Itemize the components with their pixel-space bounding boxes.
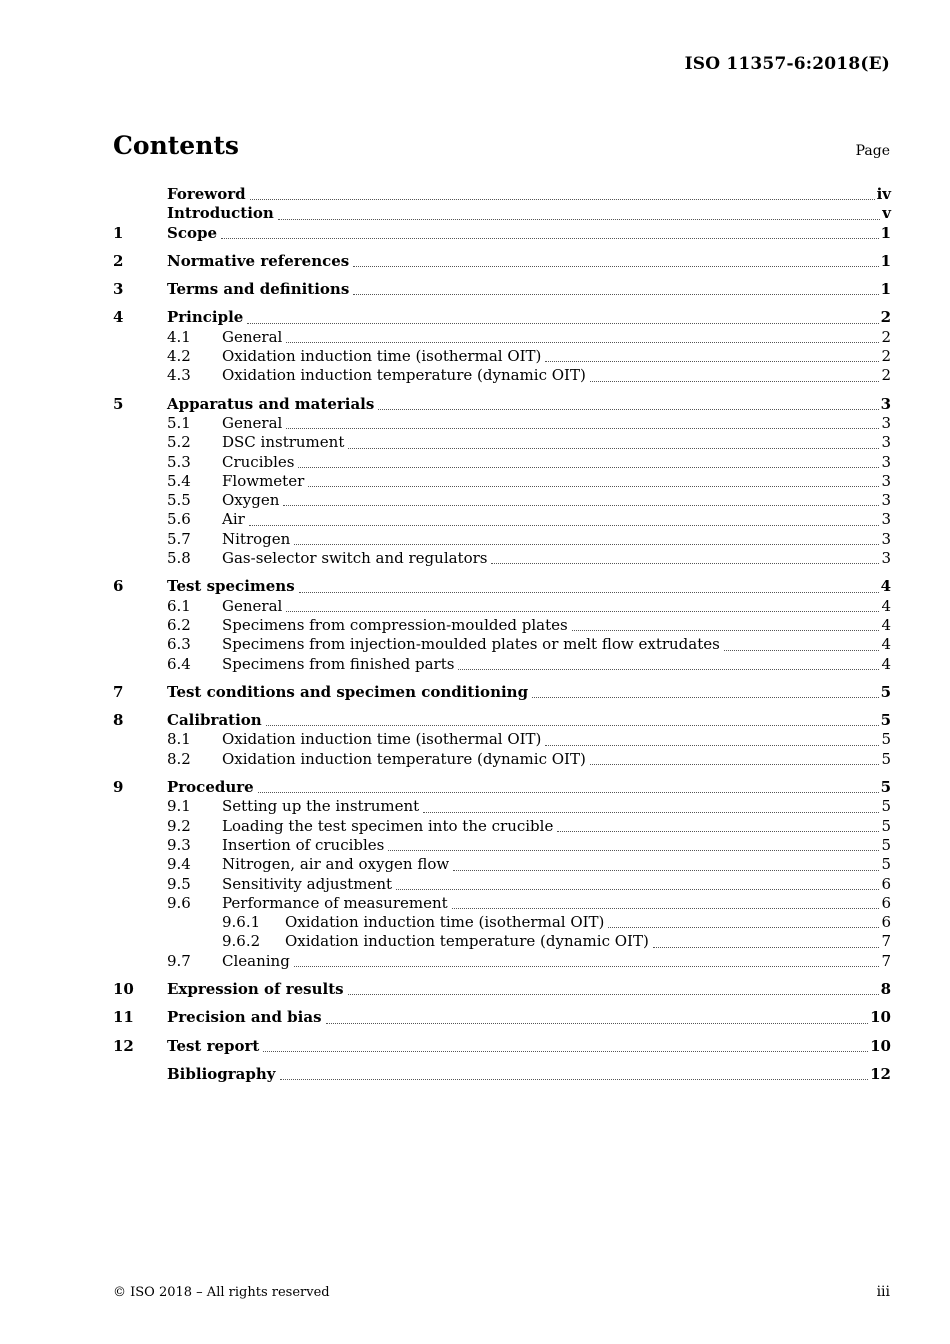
toc-entry-page: 3 xyxy=(881,529,891,548)
toc-entry-number: 9.2 xyxy=(167,816,191,835)
toc-entry-number: 9.6 xyxy=(167,893,191,912)
toc-entry-page: 3 xyxy=(880,394,891,413)
dot-leader xyxy=(545,361,879,362)
toc-entry-number: 5.8 xyxy=(167,549,191,568)
toc-entry-page: 1 xyxy=(880,223,891,242)
dot-leader xyxy=(353,266,878,267)
toc-entry-title: General xyxy=(222,596,283,615)
toc-entry-number: 4.3 xyxy=(167,366,191,385)
toc-entry-page: 2 xyxy=(880,308,891,327)
toc-entry-page: 2 xyxy=(881,347,891,366)
toc-entry-number: 4.1 xyxy=(167,327,191,346)
toc-entry-number: 11 xyxy=(113,1008,134,1027)
toc-entry-title: Sensitivity adjustment xyxy=(222,874,393,893)
toc-entry[interactable] xyxy=(113,366,891,385)
toc-entry-page: 6 xyxy=(881,893,891,912)
dot-leader xyxy=(249,525,880,526)
toc-entry-page: 5 xyxy=(880,778,891,797)
toc-entry-number: 5.2 xyxy=(167,433,191,452)
toc-entry-title: Crucibles xyxy=(222,452,295,471)
toc-entry-page: 5 xyxy=(880,682,891,701)
toc-entry-title: DSC instrument xyxy=(222,433,345,452)
dot-leader xyxy=(724,650,880,651)
toc-entry-page: 3 xyxy=(881,510,891,529)
toc-entry[interactable] xyxy=(113,1065,891,1084)
toc-entry-title: Nitrogen xyxy=(222,529,291,548)
toc-entry[interactable] xyxy=(113,817,891,836)
document-id: ISO 11357-6:2018(E) xyxy=(684,54,890,74)
toc-entry-title: Introduction xyxy=(167,204,274,223)
table-of-contents xyxy=(113,185,891,1084)
dot-leader xyxy=(452,908,880,909)
toc-entry[interactable] xyxy=(113,510,891,529)
toc-entry-page: 2 xyxy=(881,366,891,385)
dot-leader xyxy=(378,409,878,410)
toc-entry-title: Normative references xyxy=(167,251,350,270)
dot-leader xyxy=(326,1023,869,1024)
toc-entry-page: 6 xyxy=(881,874,891,893)
dot-leader xyxy=(286,428,879,429)
toc-entry[interactable] xyxy=(113,683,891,702)
page-title: Contents xyxy=(113,131,240,160)
dot-leader xyxy=(557,831,879,832)
toc-entry-number: 9.6.2 xyxy=(222,932,261,951)
toc-entry-title: Specimens from injection-moulded plates or melt flow extrudates xyxy=(222,635,720,654)
toc-entry-number: 5.4 xyxy=(167,471,191,490)
dot-leader xyxy=(348,448,879,449)
toc-entry[interactable] xyxy=(113,855,891,874)
dot-leader xyxy=(286,342,879,343)
toc-entry-number: 8.2 xyxy=(167,749,191,768)
toc-entry-title: Air xyxy=(222,510,245,529)
toc-entry[interactable] xyxy=(113,204,891,223)
toc-entry-title: Loading the test specimen into the crucible xyxy=(222,816,554,835)
toc-entry-number: 5.7 xyxy=(167,529,191,548)
toc-entry-title: Oxidation induction temperature (dynamic OIT) xyxy=(222,749,586,768)
toc-entry-number: 5.6 xyxy=(167,510,191,529)
toc-entry-page: 7 xyxy=(881,932,891,951)
toc-entry-page: 4 xyxy=(881,635,891,654)
toc-entry-number: 6.4 xyxy=(167,654,191,673)
dot-leader xyxy=(353,294,878,295)
toc-entry-number: 2 xyxy=(113,251,124,270)
toc-entry-page: 3 xyxy=(881,549,891,568)
toc-entry-page: 8 xyxy=(880,979,891,998)
toc-entry-title: Gas-selector switch and regulators xyxy=(222,549,488,568)
toc-entry[interactable] xyxy=(113,252,891,271)
toc-entry[interactable] xyxy=(113,597,891,616)
toc-entry-page: iv xyxy=(876,185,891,203)
toc-entry[interactable] xyxy=(113,1037,891,1056)
toc-entry-number: 6 xyxy=(113,577,124,596)
toc-entry-number: 10 xyxy=(113,979,134,998)
dot-leader xyxy=(286,611,879,612)
toc-entry-number: 6.2 xyxy=(167,615,191,634)
copyright-notice: © ISO 2018 – All rights reserved xyxy=(113,1285,330,1300)
toc-entry[interactable] xyxy=(113,433,891,452)
dot-leader xyxy=(278,219,880,220)
toc-entry-title: Apparatus and materials xyxy=(167,394,375,413)
toc-entry-number: 5.1 xyxy=(167,413,191,432)
toc-entry-title: General xyxy=(222,413,283,432)
toc-entry-title: Oxidation induction time (isothermal OIT) xyxy=(222,347,542,366)
toc-entry-page: 10 xyxy=(870,1008,891,1027)
toc-entry-page: 4 xyxy=(881,596,891,615)
dot-leader xyxy=(266,725,879,726)
toc-entry[interactable] xyxy=(113,616,891,635)
dot-leader xyxy=(545,745,879,746)
dot-leader xyxy=(298,467,879,468)
toc-entry-title: Cleaning xyxy=(222,951,290,970)
toc-entry[interactable] xyxy=(113,913,891,932)
toc-entry-title: Bibliography xyxy=(167,1064,276,1083)
toc-entry-number: 5 xyxy=(113,394,124,413)
toc-entry-page: 1 xyxy=(880,251,891,270)
dot-leader xyxy=(294,966,880,967)
toc-entry-title: Flowmeter xyxy=(222,471,305,490)
toc-entry-number: 6.3 xyxy=(167,635,191,654)
toc-entry-number: 9.5 xyxy=(167,874,191,893)
toc-entry-number: 9.3 xyxy=(167,835,191,854)
toc-entry-number: 9.6.1 xyxy=(222,913,261,932)
toc-entry-page: 3 xyxy=(881,471,891,490)
dot-leader xyxy=(280,1079,869,1080)
toc-entry-page: 4 xyxy=(881,654,891,673)
toc-entry-title: Specimens from compression-moulded plates xyxy=(222,615,568,634)
toc-entry-title: Test report xyxy=(167,1036,260,1055)
toc-entry-page: 3 xyxy=(881,413,891,432)
toc-entry-title: Terms and definitions xyxy=(167,280,350,299)
toc-entry[interactable] xyxy=(113,472,891,491)
toc-entry[interactable] xyxy=(113,980,891,999)
dot-leader xyxy=(590,381,880,382)
dot-leader xyxy=(532,697,879,698)
dot-leader xyxy=(590,764,880,765)
toc-entry[interactable] xyxy=(113,875,891,894)
toc-entry[interactable] xyxy=(113,952,891,971)
dot-leader xyxy=(294,544,879,545)
toc-entry-number: 1 xyxy=(113,223,124,242)
toc-entry-page: 5 xyxy=(881,816,891,835)
dot-leader xyxy=(453,870,879,871)
toc-entry-number: 5.3 xyxy=(167,452,191,471)
toc-entry-page: 5 xyxy=(881,797,891,816)
dot-leader xyxy=(491,563,879,564)
toc-entry-number: 9.1 xyxy=(167,797,191,816)
toc-entry-page: 3 xyxy=(881,433,891,452)
toc-entry-title: Nitrogen, air and oxygen flow xyxy=(222,855,450,874)
toc-entry[interactable] xyxy=(113,224,891,243)
toc-entry-page: 5 xyxy=(880,711,891,730)
toc-entry[interactable] xyxy=(113,491,891,510)
toc-entry-page: 5 xyxy=(881,749,891,768)
toc-entry-page: 7 xyxy=(881,951,891,970)
toc-entry[interactable] xyxy=(113,1008,891,1027)
toc-entry-title: Scope xyxy=(167,223,218,242)
toc-entry[interactable] xyxy=(113,730,891,749)
toc-entry[interactable] xyxy=(113,347,891,366)
toc-entry[interactable] xyxy=(113,750,891,769)
toc-entry-page: 10 xyxy=(870,1036,891,1055)
dot-leader xyxy=(608,927,879,928)
toc-entry-title: Principle xyxy=(167,308,244,327)
dot-leader xyxy=(247,323,878,324)
dot-leader xyxy=(308,486,879,487)
dot-leader xyxy=(221,238,879,239)
toc-entry-title: Oxidation induction temperature (dynamic OIT) xyxy=(222,366,586,385)
toc-entry-number: 4.2 xyxy=(167,347,191,366)
toc-entry-number: 8.1 xyxy=(167,730,191,749)
toc-entry-number: 8 xyxy=(113,711,124,730)
toc-entry-page: 5 xyxy=(881,855,891,874)
toc-entry[interactable] xyxy=(113,395,891,414)
toc-entry-page: 3 xyxy=(881,452,891,471)
dot-leader xyxy=(348,994,879,995)
dot-leader xyxy=(250,199,875,200)
toc-entry-title: Foreword xyxy=(167,185,246,203)
dot-leader xyxy=(653,947,880,948)
toc-entry-number: 4 xyxy=(113,308,124,327)
toc-entry[interactable] xyxy=(113,280,891,299)
toc-entry-page: v xyxy=(882,204,891,223)
toc-entry-number: 9 xyxy=(113,778,124,797)
toc-entry[interactable] xyxy=(113,530,891,549)
toc-entry-number: 3 xyxy=(113,280,124,299)
toc-entry-page: 2 xyxy=(881,327,891,346)
dot-leader xyxy=(263,1051,868,1052)
toc-entry[interactable] xyxy=(113,655,891,674)
toc-entry-page: 4 xyxy=(880,577,891,596)
toc-entry-title: Test conditions and specimen conditioning xyxy=(167,682,529,701)
toc-entry-page: 5 xyxy=(881,835,891,854)
toc-entry-page: 6 xyxy=(881,913,891,932)
toc-entry[interactable] xyxy=(113,932,891,951)
toc-entry[interactable] xyxy=(113,711,891,730)
dot-leader xyxy=(396,889,879,890)
toc-entry-title: General xyxy=(222,327,283,346)
toc-entry-title: Expression of results xyxy=(167,979,344,998)
toc-entry-number: 5.5 xyxy=(167,491,191,510)
toc-entry-page: 1 xyxy=(880,280,891,299)
toc-entry-number: 7 xyxy=(113,682,124,701)
dot-leader xyxy=(258,792,879,793)
toc-entry-title: Procedure xyxy=(167,778,254,797)
toc-entry[interactable] xyxy=(113,894,891,913)
toc-entry[interactable] xyxy=(113,453,891,472)
toc-entry-title: Precision and bias xyxy=(167,1008,322,1027)
toc-entry[interactable] xyxy=(113,635,891,654)
toc-entry-page: 3 xyxy=(881,491,891,510)
dot-leader xyxy=(423,812,879,813)
page-column-label: Page xyxy=(855,143,890,159)
toc-entry-number: 9.7 xyxy=(167,951,191,970)
toc-entry-number: 12 xyxy=(113,1036,134,1055)
toc-entry-page: 4 xyxy=(881,615,891,634)
toc-entry-title: Calibration xyxy=(167,711,262,730)
toc-entry[interactable] xyxy=(113,414,891,433)
toc-entry-title: Insertion of crucibles xyxy=(222,835,385,854)
toc-entry[interactable] xyxy=(113,549,891,568)
dot-leader xyxy=(283,505,879,506)
page-number: iii xyxy=(876,1284,890,1300)
toc-entry-title: Oxygen xyxy=(222,491,280,510)
toc-entry-title: Performance of measurement xyxy=(222,893,448,912)
toc-entry-page: 5 xyxy=(881,730,891,749)
toc-entry-title: Oxidation induction time (isothermal OIT) xyxy=(285,913,605,932)
toc-entry[interactable] xyxy=(113,328,891,347)
dot-leader xyxy=(572,630,880,631)
toc-entry-title: Test specimens xyxy=(167,577,295,596)
toc-entry[interactable] xyxy=(113,577,891,596)
dot-leader xyxy=(299,592,879,593)
toc-entry-title: Specimens from finished parts xyxy=(222,654,455,673)
dot-leader xyxy=(388,850,879,851)
toc-entry-page: 12 xyxy=(870,1064,891,1083)
toc-entry[interactable] xyxy=(113,836,891,855)
toc-entry[interactable] xyxy=(113,797,891,816)
toc-entry[interactable] xyxy=(113,185,891,204)
dot-leader xyxy=(458,669,879,670)
toc-entry[interactable] xyxy=(113,308,891,327)
toc-entry-title: Oxidation induction time (isothermal OIT) xyxy=(222,730,542,749)
toc-entry[interactable] xyxy=(113,778,891,797)
toc-entry-title: Setting up the instrument xyxy=(222,797,420,816)
toc-entry-title: Oxidation induction temperature (dynamic OIT) xyxy=(285,932,649,951)
toc-entry-number: 6.1 xyxy=(167,596,191,615)
toc-entry-number: 9.4 xyxy=(167,855,191,874)
